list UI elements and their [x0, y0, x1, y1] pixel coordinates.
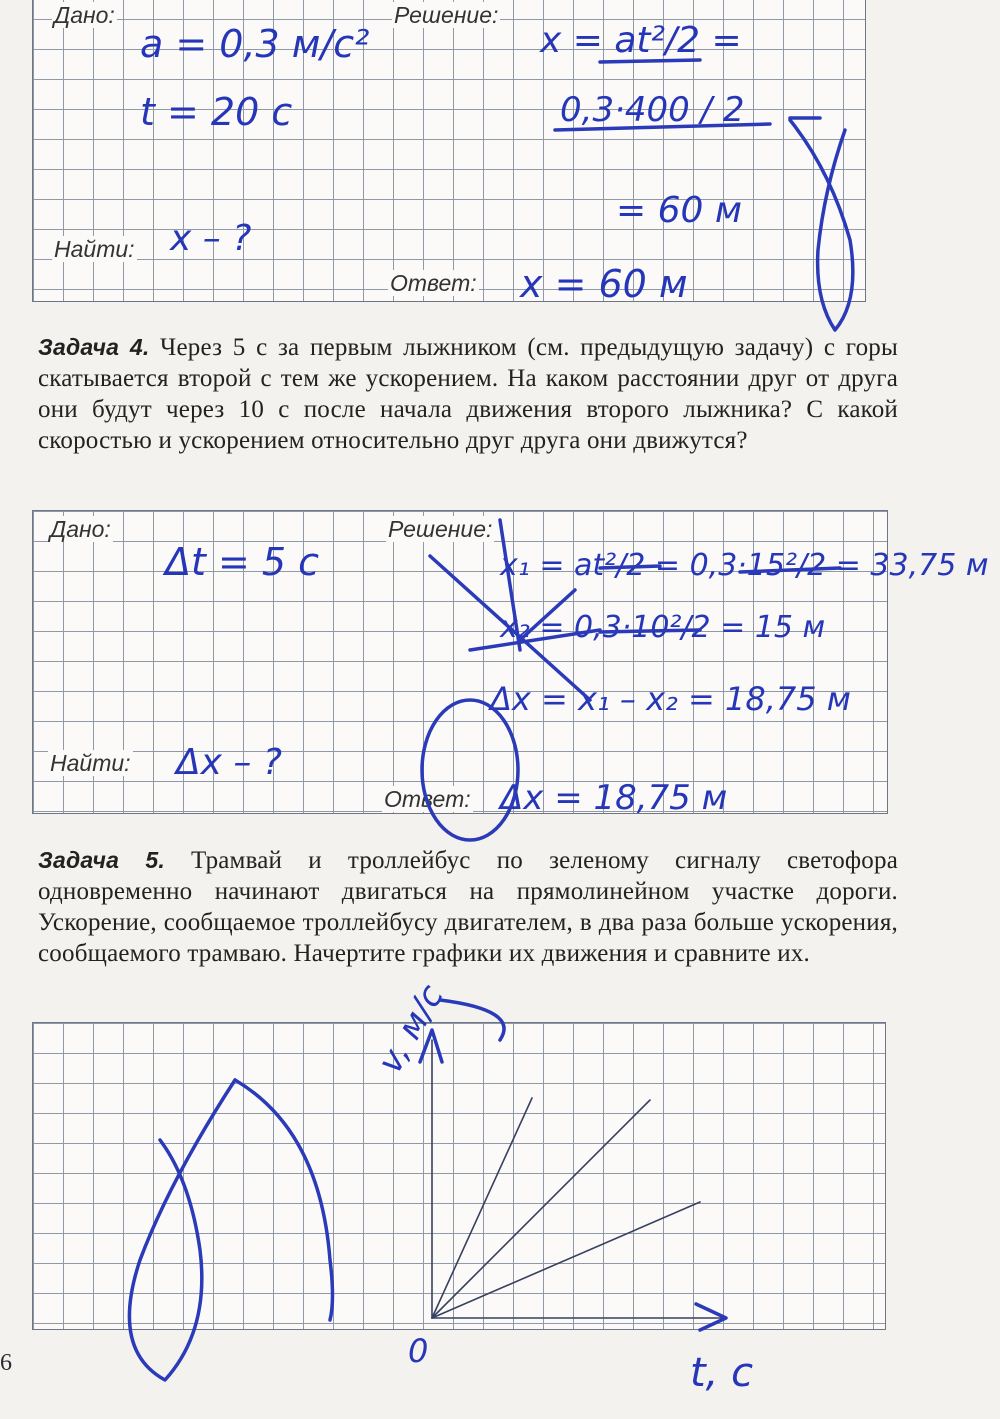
extra-line	[432, 1202, 700, 1318]
starburst-stroke-3	[470, 630, 600, 650]
scribble-loop-left	[129, 1080, 235, 1380]
fraction-bar-x1b	[740, 568, 840, 572]
dano-label: Дано:	[54, 2, 115, 28]
otvet-label: Ответ:	[390, 270, 477, 296]
starburst-stroke-4	[520, 590, 575, 640]
fraction-bar-2	[555, 124, 770, 130]
scribble-curve-mid	[235, 1080, 333, 1320]
origin-label: 0	[408, 1332, 429, 1370]
scribble-hook	[440, 1000, 504, 1040]
find-x: x – ?	[170, 218, 252, 259]
velocity-axis-label: v, м/с	[370, 977, 453, 1080]
task4-solution-x2: x₂ = 0,3·10²/2 = 15 м	[500, 610, 826, 645]
task-5-title: Задача 5.	[38, 847, 165, 873]
task4-solution-dx: Δx = x₁ – x₂ = 18,75 м	[490, 680, 851, 718]
v-axis-arrow	[420, 1030, 442, 1062]
time-axis-label: t, с	[690, 1350, 754, 1396]
solution-substitution: 0,3·400 / 2	[560, 90, 745, 130]
scribble-check-top	[790, 120, 853, 330]
naiti-label: Найти:	[54, 236, 135, 262]
task4-given: Δt = 5 c	[165, 540, 320, 584]
answer-text: x = 60 м	[520, 262, 688, 306]
reshenie-label: Решение:	[394, 2, 499, 28]
task4-otvet-label: Ответ:	[384, 786, 471, 812]
fraction-bar-1	[600, 60, 700, 62]
starburst-stroke-2	[500, 520, 520, 650]
circle-scribble-task4	[422, 700, 518, 840]
trolleybus-line	[432, 1098, 532, 1318]
solution-formula: x = at²/2 =	[540, 20, 742, 61]
given-acceleration: a = 0,3 м/с²	[140, 22, 370, 66]
task-4-title: Задача 4.	[38, 334, 150, 360]
page-number: 6	[0, 1350, 12, 1376]
task4-reshenie-label: Решение:	[388, 516, 493, 542]
task-5-body: Трамвай и троллейбус по зеленому сигналу светофора одновременно начинают двигаться на прямолинейном участке дороги. Ускорение, сообщаемое троллейбусу двигателем, в два раза больше ускорения, сообщаемого трамваю. Начертите графики их движения и сравните их.	[38, 847, 899, 967]
given-time: t = 20 c	[140, 90, 293, 134]
task4-solution-x1: x₁ = at²/2 = 0,3·15²/2 = 33,75 м	[500, 548, 989, 583]
tram-line	[432, 1100, 650, 1318]
fraction-bar-x2	[600, 630, 700, 632]
fraction-bar-x1	[600, 566, 660, 568]
task4-naiti-label: Найти:	[50, 750, 131, 776]
solution-result: = 60 м	[616, 190, 743, 231]
task4-dano-label: Дано:	[50, 516, 111, 542]
task4-answer: Δx = 18,75 м	[500, 778, 728, 818]
t-axis-arrow	[696, 1304, 726, 1330]
task-4-body: Через 5 с за первым лыжником (см. предыдущую задачу) с горы скатывается второй с тем же ускорением. На каком расстоянии друг от друга они будут через 10 с после начала движения второго лыжника? С какой скоростью и ускорением относительно друг друга они движутся?	[38, 334, 899, 454]
task4-find: Δx – ?	[176, 742, 282, 783]
